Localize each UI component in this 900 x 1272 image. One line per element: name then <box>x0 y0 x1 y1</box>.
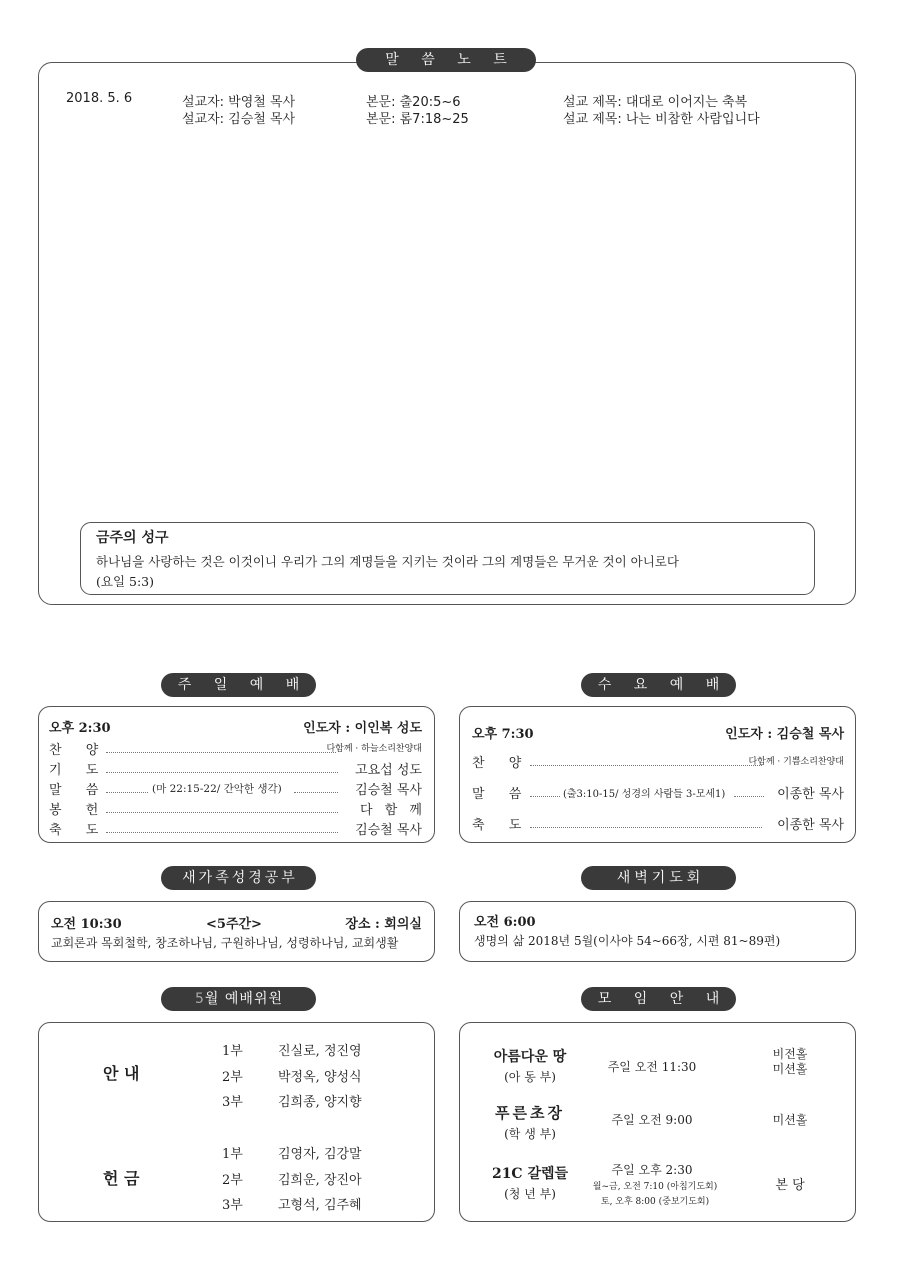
sunday-item-benediction-label: 축 도 <box>49 823 109 838</box>
offering-part-1: 1부 <box>222 1147 243 1162</box>
sunday-item-praise-value: 다함께 · 하늘소리찬양대 <box>326 744 422 754</box>
wednesday-item-sermon-passage: (출3:10-15/ 성경의 사람들 3-모세1) <box>563 789 726 800</box>
sunday-item-sermon-label: 말 씀 <box>49 783 109 798</box>
wednesday-worship-title: 수 요 예 배 <box>581 673 736 697</box>
usher-names-1: 진실로, 정진영 <box>278 1044 362 1059</box>
wednesday-item-benediction-label: 축 도 <box>472 818 532 833</box>
meeting-sub-students: (학 생 부) <box>504 1127 556 1141</box>
sunday-item-praise-label: 찬 양 <box>49 743 109 758</box>
dawn-prayer-title: 새벽기도회 <box>581 866 736 890</box>
passage-2: 본문: 롬7:18~25 <box>366 112 469 127</box>
committee-title <box>161 987 316 1011</box>
family-study-topics: 교회론과 목회철학, 창조하나님, 구원하나님, 성령하나님, 교회생활 <box>51 936 399 950</box>
usher-names-2: 박정옥, 양성식 <box>278 1070 362 1085</box>
meeting-sub-children: (아 동 부) <box>504 1070 556 1084</box>
sermon-title-2: 설교 제목: 나는 비참한 사람입니다 <box>563 112 760 127</box>
meeting-time-children: 주일 오전 11:30 <box>607 1060 697 1074</box>
sunday-item-offering-value: 다 함 께 <box>360 803 422 818</box>
sermon-notes-title: 말 씀 노 트 <box>356 48 536 72</box>
dawn-prayer-time: 오전 6:00 <box>474 915 536 930</box>
meeting-place-students: 미션홀 <box>772 1113 808 1127</box>
dotted-leader <box>106 772 338 773</box>
meeting-name-students: 푸른초장 <box>495 1104 565 1122</box>
offering-names-2: 김희운, 장진아 <box>278 1173 362 1188</box>
usher-part-1: 1부 <box>222 1044 243 1059</box>
meeting-time-students: 주일 오전 9:00 <box>611 1113 693 1127</box>
meeting-place-youth: 본 당 <box>775 1178 805 1193</box>
meeting-extra-youth-1: 월~금, 오전 7:10 (아침기도회) <box>592 1182 718 1192</box>
wednesday-item-sermon-label: 말 씀 <box>472 787 532 802</box>
sermon-date: 2018. 5. 6 <box>66 91 133 106</box>
meeting-name-children: 아름다운 땅 <box>493 1049 567 1065</box>
wednesday-item-sermon-value: 이종한 목사 <box>777 787 844 802</box>
dawn-prayer-desc: 생명의 삶 2018년 5월(이사야 54~66장, 시편 81~89편) <box>474 934 781 948</box>
meeting-time-youth: 주일 오후 2:30 <box>611 1163 693 1177</box>
family-study-time: 오전 10:30 <box>51 917 122 932</box>
family-study-duration: <5주간> <box>206 917 262 932</box>
dotted-leader <box>530 796 560 797</box>
offering-names-1: 김영자, 김강말 <box>278 1147 362 1162</box>
committee-title-month: 5 <box>195 991 205 1007</box>
sermon-title-1: 설교 제목: 대대로 이어지는 축복 <box>563 95 748 110</box>
wednesday-item-praise-label: 찬 양 <box>472 756 532 771</box>
sunday-item-sermon-value: 김승철 목사 <box>355 783 422 798</box>
dotted-leader <box>106 812 338 813</box>
offering-part-2: 2부 <box>222 1173 243 1188</box>
sunday-item-sermon-passage: (마 22:15-22/ 간악한 생각) <box>152 783 282 795</box>
sunday-item-offering-label: 봉 헌 <box>49 803 109 818</box>
preacher-2: 설교자: 김승철 목사 <box>182 112 296 127</box>
committee-role-offering: 헌 금 <box>103 1169 140 1188</box>
family-study-title: 새가족성경공부 <box>161 866 316 890</box>
dotted-leader <box>530 765 762 766</box>
usher-names-3: 김희종, 양지향 <box>278 1095 362 1110</box>
usher-part-2: 2부 <box>222 1070 243 1085</box>
dotted-leader <box>294 792 338 793</box>
dotted-leader <box>734 796 764 797</box>
offering-part-3: 3부 <box>222 1198 243 1213</box>
dotted-leader <box>106 752 336 753</box>
wednesday-leader: 인도자 : 김승철 목사 <box>725 727 844 742</box>
meeting-sub-youth: (청 년 부) <box>504 1187 556 1201</box>
family-study-place: 장소 : 회의실 <box>345 917 422 932</box>
dotted-leader <box>530 827 762 828</box>
weekly-verse-heading: 금주의 성구 <box>96 530 169 546</box>
sunday-worship-title: 주 일 예 배 <box>161 673 316 697</box>
wednesday-item-praise-value: 다함께 · 기쁨소리찬양대 <box>748 757 844 767</box>
offering-names-3: 고형석, 김주혜 <box>278 1198 362 1213</box>
weekly-verse-text: 하나님을 사랑하는 것은 이것이니 우리가 그의 계명들을 지키는 것이라 그의 계명들은 무거운 것이 아니로다 <box>96 554 679 569</box>
meeting-place-children: 비전홀 미션홀 <box>772 1047 808 1076</box>
sunday-item-prayer-label: 기 도 <box>49 763 109 778</box>
wednesday-item-benediction-value: 이종한 목사 <box>777 818 844 833</box>
wednesday-time: 오후 7:30 <box>472 727 534 742</box>
passage-1: 본문: 출20:5~6 <box>366 95 461 110</box>
sunday-time: 오후 2:30 <box>49 721 111 736</box>
usher-part-3: 3부 <box>222 1095 243 1110</box>
sunday-item-prayer-value: 고요섭 성도 <box>355 763 422 778</box>
committee-title-text: 월 예배위원 <box>204 991 283 1007</box>
dotted-leader <box>106 832 338 833</box>
sunday-leader: 인도자 : 이인복 성도 <box>303 721 422 736</box>
sunday-item-benediction-value: 김승철 목사 <box>355 823 422 838</box>
dotted-leader <box>106 792 148 793</box>
meeting-extra-youth-2: 토, 오후 8:00 (중보기도회) <box>600 1197 710 1207</box>
meetings-title: 모 임 안 내 <box>581 987 736 1011</box>
meeting-name-youth: 21C 갈렙들 <box>491 1166 569 1182</box>
preacher-1: 설교자: 박영철 목사 <box>182 95 296 110</box>
committee-role-usher: 안 내 <box>103 1064 140 1083</box>
weekly-verse-ref: (요일 5:3) <box>96 574 154 589</box>
